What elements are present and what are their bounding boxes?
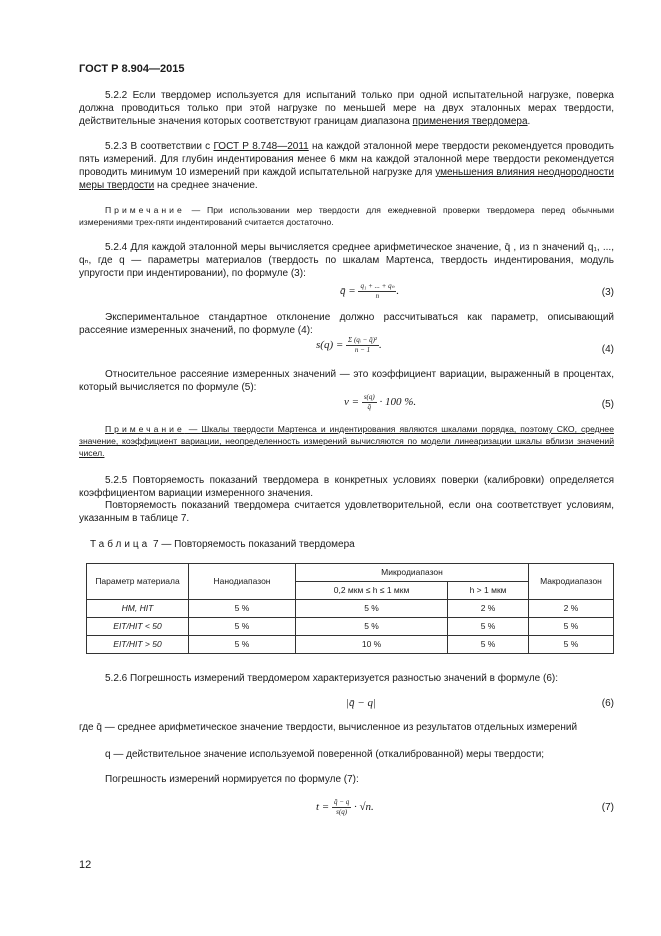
table-header-macro: Макродиапазон	[529, 564, 614, 600]
formula-3-denominator: n	[375, 292, 380, 300]
formula-5-lhs: ν =	[344, 396, 360, 409]
table-cell: 5 %	[448, 636, 529, 654]
formula-4-lhs: s(q) =	[316, 339, 344, 352]
paragraph-5-2-3-text-a: 5.2.3 В соответствии с	[105, 141, 214, 152]
page-number: 12	[79, 859, 92, 871]
formula-4-denominator: n − 1	[354, 346, 371, 354]
paragraph-5-2-3-text-c: на среднее значение.	[154, 180, 258, 191]
paragraph-5-2-3-text-b: на каждой эталонной мере твердости рекомендуется проводить пять измерений. Для глубин индентирования менее 6 мкм на каждой эталонной мере твердости рекомендуется проводить минимум 10 измерений при каждой испытательной нагрузке для	[79, 141, 614, 178]
table-cell: EIT/HIT < 50	[87, 618, 189, 636]
table-header-row	[87, 564, 614, 582]
paragraph-5-2-3	[79, 140, 614, 192]
paragraph-relative-scatter: Относительное рассеяние измеренных значений — это коэффициент вариации, выраженный в процентах, который вычисляется по формуле (5):	[79, 369, 614, 393]
formula-7-rhs: · √n.	[353, 801, 374, 814]
link-gost-8-748[interactable]: ГОСТ Р 8.748—2011	[213, 141, 309, 152]
paragraph-5-2-5a: 5.2.5 Повторяемость показаний твердомера в конкретных условиях поверки (калибровки) определяется коэффициентом вариации измеренного значения.	[79, 475, 614, 499]
paragraph-5-2-5b: Повторяемость показаний твердомера считается удовлетворительной, если она соответствует условиям, указанным в таблице 7.	[79, 500, 614, 524]
table-header-nano: Нанодиапазон	[189, 564, 296, 600]
equation-number-3: (3)	[601, 287, 614, 298]
formula-4-fraction	[346, 336, 379, 355]
table-header-param: Параметр материала	[87, 564, 189, 600]
paragraph-error-norm: Погрешность измерений нормируется по формуле (7):	[105, 774, 359, 785]
paragraph-5-2-4: 5.2.4 Для каждой эталонной меры вычисляется среднее арифметическое значение, q̄ , из n значений q₁, ..., qₙ, где q — параметры материалов (твердость по шкалам Мартенса, твердость индентирования, модуль упругости при индентировании), по формуле (3):	[79, 242, 614, 279]
table-row	[87, 636, 614, 654]
table-cell: 5 %	[448, 618, 529, 636]
table-7-caption	[90, 538, 355, 551]
table-header-micro: Микродиапазон	[296, 564, 529, 582]
table-header-micro-1: 0,2 мкм ≤ h ≤ 1 мкм	[296, 582, 448, 600]
formula-3-lhs: q̄ =	[340, 285, 356, 298]
table-cell: 5 %	[189, 618, 296, 636]
table-cell: HM, HIT	[87, 600, 189, 618]
table-header-micro-2: h > 1 мкм	[448, 582, 529, 600]
link-application-range[interactable]: применения твердомера	[412, 116, 528, 127]
formula-4: s(q) = $\frac{\text{Σ (qᵢ − q̄)²}}{n - 1}$ .	[316, 336, 382, 354]
table-cell: 5 %	[529, 618, 614, 636]
note-1-label: Примечание	[105, 205, 185, 215]
table-row	[87, 600, 614, 618]
table-7-label: Таблица	[90, 539, 151, 550]
formula-5-numerator: s(q)	[363, 393, 375, 401]
paragraph-5-2-2: 5.2.2 Если твердомер используется для испытаний только при одной испытательной нагрузке, поверка должна проводиться только при этой нагрузке по меньшей мере на двух эталонных мерах твердости, действительные значения которых соответствуют границам диапазона применения твердомера.	[79, 90, 614, 127]
table-cell: 2 %	[448, 600, 529, 618]
where-clause-1: где q̄ — среднее арифметическое значение твердости, вычисленное из результатов отдельных измерений	[79, 722, 578, 733]
link-inhomogeneity[interactable]: уменьшения влияния неоднородности меры твердости	[79, 167, 614, 191]
formula-7-lhs: t =	[316, 801, 330, 814]
paragraph-5-2-2-text: 5.2.2 Если твердомер используется для испытаний только при одной испытательной нагрузке, поверка должна проводиться только при этой нагрузке по меньшей мере на двух эталонных мерах твердости, действительные значения которых соответствуют границам диапазона	[79, 90, 614, 127]
table-cell: 5 %	[296, 600, 448, 618]
equation-number-5: (5)	[601, 399, 614, 410]
formula-5-denominator: q̄	[367, 403, 371, 411]
table-cell: 5 %	[189, 636, 296, 654]
formula-5	[344, 393, 416, 412]
equation-number-4: (4)	[601, 344, 614, 355]
formula-7-denominator: s(q)	[336, 808, 348, 816]
formula-6: |q̄ − q|	[346, 697, 376, 709]
table-7-title: 7 — Повторяемость показаний твердомера	[150, 539, 355, 550]
paragraph-std-deviation: Экспериментальное стандартное отклонение должно рассчитываться как параметр, описывающий рассеяние измеренных значений, по формуле (4):	[79, 312, 614, 336]
formula-5-fraction	[362, 393, 377, 412]
equation-number-7: (7)	[601, 802, 614, 813]
formula-4-numerator: Σ (qᵢ − q̄)²	[348, 336, 378, 344]
table-row	[87, 618, 614, 636]
table-cell: 5 %	[296, 618, 448, 636]
table-7	[86, 563, 614, 654]
formula-7-numerator: q̄ − q	[333, 798, 350, 806]
formula-7	[316, 798, 374, 817]
table-cell: 5 %	[189, 600, 296, 618]
formula-3-fraction	[358, 282, 396, 301]
note-2-label: Примечание	[105, 424, 185, 434]
note-1-text: — При использовании мер твердости для ежедневной проверки твердомера перед обычными измерениями трех-пяти индентирований считается достаточно.	[79, 205, 614, 227]
equation-number-6: (6)	[601, 698, 614, 709]
table-cell: 5 %	[529, 636, 614, 654]
note-1	[79, 204, 614, 228]
table-cell: 2 %	[529, 600, 614, 618]
table-cell: 10 %	[296, 636, 448, 654]
note-2	[79, 423, 614, 459]
formula-3: q̄ = $\frac{\text{q₁ + ... + qₙ}}{n}$ .	[340, 282, 400, 300]
page-header: ГОСТ Р 8.904—2015	[79, 63, 185, 75]
formula-3-numerator: q₁ + ... + qₙ	[360, 282, 395, 290]
formula-5-rhs: · 100 %.	[379, 396, 417, 409]
table-cell: EIT/HIT > 50	[87, 636, 189, 654]
formula-7-fraction	[332, 798, 351, 817]
where-clause-2: q — действительное значение используемой поверенной (откалиброванной) меры твердости;	[105, 749, 545, 760]
paragraph-5-2-6: 5.2.6 Погрешность измерений твердомером характеризуется разностью значений в формуле (6):	[105, 673, 559, 684]
note-2-text: — Шкалы твердости Мартенса и индентирования являются шкалами порядка, поэтому СКО, среднее значение, коэффициент вариации, неопределенность измерений вычисляются по модели линеаризации шкалы вблизи значений чисел.	[79, 424, 614, 458]
